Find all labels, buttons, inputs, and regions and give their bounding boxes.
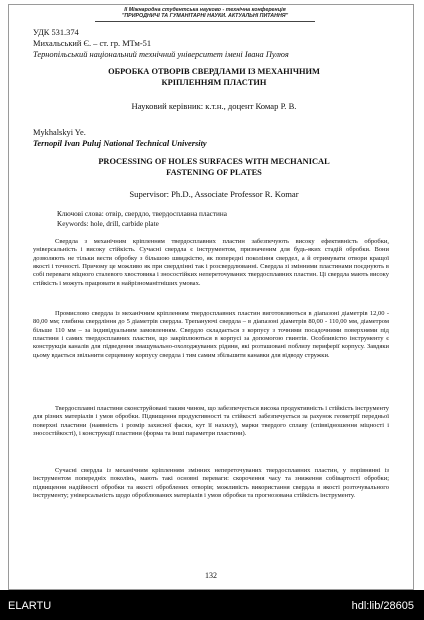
body-paragraph-1: Свердла з механічним кріпленням твердосплавних пластин забезпечують високу ефективність обробки, універсальність і високу стійкість. Сучасні свердла є інструментом, призначеним для будь-яких стадій обробки. Вони дозволяють не тільки вести обробку з більшою швидкістю, як попередні покоління свердел, а й отримувати отвори кращої якості і точності. Причому це можливо як при свердлінні так і розсвердлюванні. Свердла зі змінними пластинами поєднують в собі переваги міцного сталевого хвостовика і зносостійких непереточуваних твердосплавних пластин. Ці свердла мають високу стійкість і можуть працювати в найрізноманітніших умовах. [33, 238, 389, 287]
conference-header [95, 7, 315, 20]
page-number: 132 [205, 571, 217, 580]
keywords-ukr: Ключові слова: отвір, свердло, твердосплавна пластина [57, 210, 227, 218]
udc-code: УДК 531.374 [33, 28, 79, 37]
title-ukr-line-1: ОБРОБКА ОТВОРІВ СВЕРДЛАМИ ІЗ МЕХАНІЧНИМ [108, 67, 320, 76]
title-ukr-line-2: КРІПЛЕННЯМ ПЛАСТИН [161, 77, 267, 87]
title-eng [49, 157, 379, 178]
handle-label: hdl:lib/28605 [351, 600, 414, 612]
footer-bar [0, 590, 424, 620]
conference-line-1: ІІ Міжнародна студентська науково - технічна конференція [124, 7, 286, 13]
keywords-eng: Keywords: hole, drill, carbide plate [57, 220, 159, 228]
title-ukr [49, 67, 379, 88]
title-eng-line-2: FASTENING OF PLATES [166, 167, 262, 177]
affiliation-eng: Ternopil Ivan Puluj National Technical University [33, 139, 207, 148]
title-eng-line-1: PROCESSING OF HOLES SURFACES WITH MECHANICAL [98, 157, 330, 166]
affiliation-ukr: Тернопільський національний технічний університет імені Івана Пулюя [33, 50, 289, 59]
repository-label: ELARTU [8, 600, 52, 612]
document-page [8, 4, 414, 590]
supervisor-ukr: Науковий керівник: к.т.н., доцент Комар Р. В. [131, 101, 297, 111]
body-paragraph-2: Промислово свердла із механічним кріпленням твердосплавних пластин виготовляються в діапазоні діаметрів 12,00 - 80,00 мм; глибина свердління до 5 діаметрів свердла. Трепануючі свердла – в діапазоні діаметрів 80,00 - 110,00 мм, діаметром більше 110 мм – за індивідуальним замовленням. Свердло складається з корпусу з точними посадочними поверхнями під пластини і самих твердосплавних пластин, що закріплюються в корпусі за допомогою гвинтів. Особливістю інструменту є конструкція каналів для підведення змащувально-охолоджуваних рідини, які розташовані поблизу периферії корпусу. Завдяки цьому вдається звільнити серцевину корпусу свердла і тим самим збільшити канавки для відводу стружки. [33, 310, 389, 359]
author-eng: Mykhalskyi Ye. [33, 128, 86, 137]
body-paragraph-4: Сучасні свердла із механічним кріпленням змінних непереточуваних твердосплавних пластин, у порівнянні із інструментом попередніх поколінь, мають такі основні переваги: скорочення часу та зниження собівартості обробки; підвищення надійності обробки та якості оброблених отворів; можливість використання свердла в якості розточувального інструменту; універсальність щодо оброблюваних матеріалів і умов обробки та прогнозована стійкість інструменту. [33, 467, 389, 500]
conference-line-2: "ПРИРОДНИЧІ ТА ГУМАНІТАРНІ НАУКИ. АКТУАЛЬНІ ПИТАННЯ" [121, 13, 289, 20]
author-ukr: Михальський Є. – ст. гр. МТм-51 [33, 39, 152, 48]
supervisor-eng: Supervisor: Ph.D., Associate Professor R. Komar [129, 189, 299, 199]
header-rule [95, 21, 315, 22]
body-paragraph-3: Твердосплавні пластини сконструйовані таким чином, що забезпечується висока продуктивність і стійкість інструменту для різних матеріалів і умов обробки. Підвищення продуктивності та стійкості забезпечується за рахунок геометрії передньої поверхні пластини (наявність і розмір захисної фаски, кут її нахилу), марки твердого сплаву (співвідношення міцності і зносостійкості), і конструкції пластини (форма та інші параметри пластини). [33, 405, 389, 438]
